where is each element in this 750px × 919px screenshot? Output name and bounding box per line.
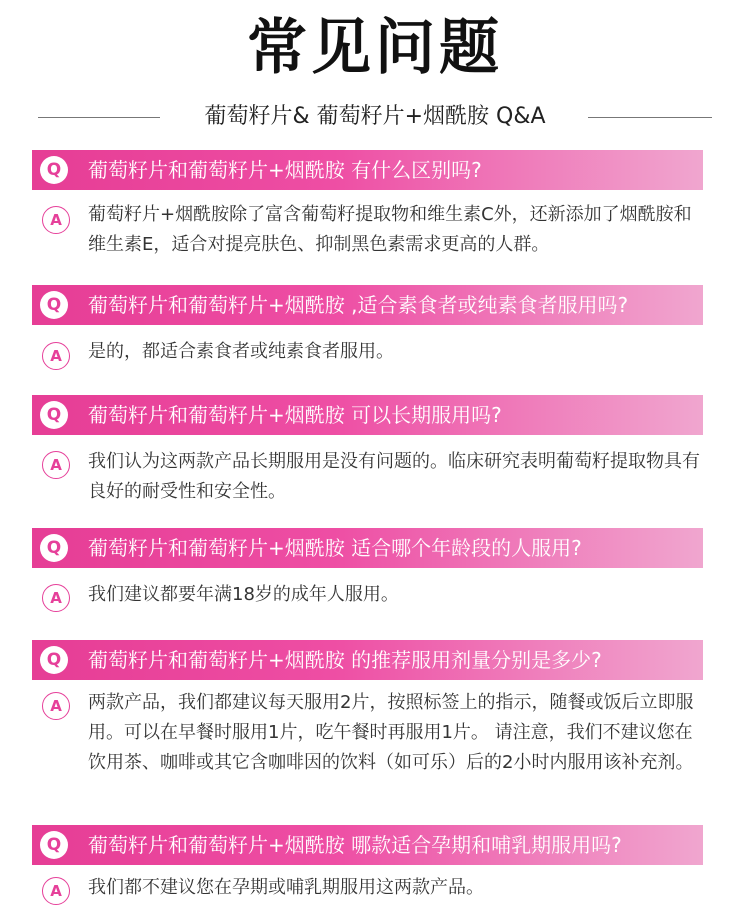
question-text: 葡萄籽片和葡萄籽片+烟酰胺 适合哪个年龄段的人服用? [88, 536, 582, 560]
question-bar [32, 150, 703, 190]
answer-text: 是的，都适合素食者或纯素食者服用。 [88, 341, 394, 362]
answer-badge: A [42, 584, 70, 612]
question-bar [32, 395, 703, 435]
question-text: 葡萄籽片和葡萄籽片+烟酰胺 可以长期服用吗? [88, 403, 502, 427]
question-text: 葡萄籽片和葡萄籽片+烟酰胺 哪款适合孕期和哺乳期服用吗? [88, 833, 622, 857]
question-text: 葡萄籽片和葡萄籽片+烟酰胺 有什么区别吗? [88, 158, 482, 182]
subtitle-row [0, 100, 750, 134]
divider-left [38, 117, 160, 118]
question-bar [32, 285, 703, 325]
answer-badge: A [42, 206, 70, 234]
divider-right [588, 117, 712, 118]
answer-text: 我们认为这两款产品长期服用是没有问题的。临床研究表明葡萄籽提取物具有良好的耐受性和安全性。 [88, 451, 700, 502]
question-bar [32, 640, 703, 680]
question-bar [32, 825, 703, 865]
question-badge: Q [40, 156, 68, 184]
answer-badge: A [42, 451, 70, 479]
question-text: 葡萄籽片和葡萄籽片+烟酰胺 ,适合素食者或纯素食者服用吗? [88, 293, 629, 317]
question-bar [32, 528, 703, 568]
answer-text: 两款产品，我们都建议每天服用2片，按照标签上的指示，随餐或饭后立即服用。可以在早餐时服用1片，吃午餐时再服用1片。 请注意，我们不建议您在饮用茶、咖啡或其它含咖啡因的饮料（如可乐）后的2小时内服用该补充剂。 [88, 692, 694, 773]
question-badge: Q [40, 291, 68, 319]
answer-badge: A [42, 877, 70, 905]
answer-text: 我们都不建议您在孕期或哺乳期服用这两款产品。 [88, 877, 484, 898]
page-title: 常见问题 [247, 13, 503, 83]
question-badge: Q [40, 401, 68, 429]
question-text: 葡萄籽片和葡萄籽片+烟酰胺 的推荐服用剂量分别是多少? [88, 648, 602, 672]
answer-text: 我们建议都要年满18岁的成年人服用。 [88, 584, 399, 605]
question-badge: Q [40, 534, 68, 562]
answer-text: 葡萄籽片+烟酰胺除了富含葡萄籽提取物和维生素C外，还新添加了烟酰胺和维生素E，适合对提亮肤色、抑制黑色素需求更高的人群。 [88, 204, 692, 255]
answer-badge: A [42, 692, 70, 720]
question-badge: Q [40, 831, 68, 859]
page-subtitle: 葡萄籽片& 葡萄籽片+烟酰胺 Q&A [204, 104, 546, 129]
question-badge: Q [40, 646, 68, 674]
answer-badge: A [42, 342, 70, 370]
